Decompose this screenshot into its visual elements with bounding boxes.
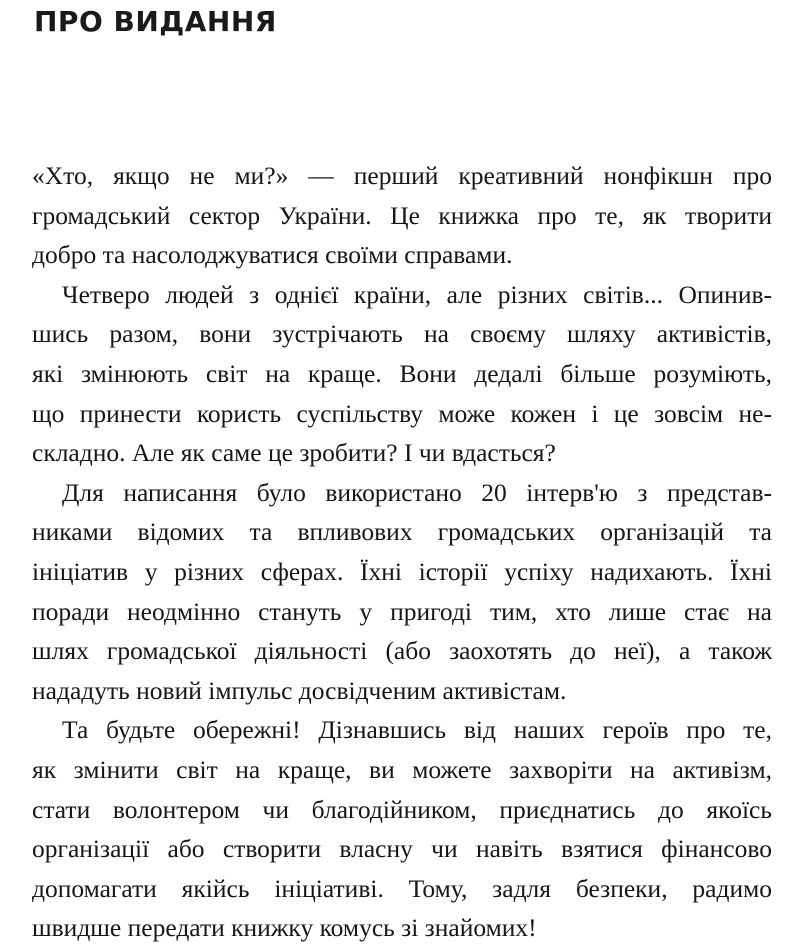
body-text <box>32 156 772 948</box>
text-line: організації або створити власну чи навіть взятися фінансово <box>32 834 772 864</box>
paragraph-2 <box>32 275 772 473</box>
text-line: швидше передати книжку комусь зі знайомих! <box>32 913 537 943</box>
text-line: шлях громадської діяльності (або заохотять до неї), а також <box>32 636 772 666</box>
text-line: шись разом, вони зустрічають на своєму шляху активістів, <box>32 319 772 349</box>
text-line: «Хто, якщо не ми?» — перший креативний нонфікшн про <box>32 161 772 190</box>
text-line: никами відомих та впливових громадських організацій та <box>32 517 772 547</box>
text-line: стати волонтером чи благодійником, приєднатись до якоїсь <box>32 794 772 824</box>
text-line: добро та насолоджуватися своїми справами. <box>32 240 513 270</box>
text-line: допомагати якійсь ініціативі. Тому, задля безпеки, радимо <box>32 873 772 903</box>
text-line: що принести користь суспільству може кожен і це зовсім не- <box>32 398 772 428</box>
text-line: ініціатив у різних сферах. Їхні історії успіху надихають. Їхні <box>32 556 772 586</box>
text-line: як змінити світ на краще, ви можете захворіти на активізм, <box>32 754 772 784</box>
text-line: складно. Але як саме це зробити? І чи вдасться? <box>32 438 556 468</box>
paragraph-4 <box>32 710 772 948</box>
text-line: нададуть новий імпульс досвідченим активістам. <box>32 675 567 705</box>
text-line: громадський сектор України. Це книжка про те, як творити <box>32 200 772 230</box>
page-title: ПРО ВИДАННЯ <box>34 5 277 38</box>
paragraph-1 <box>32 156 772 275</box>
text-line: Четверо людей з однієї країни, але різних світів... Опинив- <box>62 279 772 309</box>
text-line: поради неодмінно стануть у пригоді тим, хто лише стає на <box>32 596 772 626</box>
text-line: Для написання було використано 20 інтерв'ю з представ- <box>62 477 772 507</box>
text-line: які змінюють світ на краще. Вони дедалі більше розуміють, <box>32 358 772 388</box>
paragraph-3 <box>32 473 772 711</box>
text-line: Та будьте обережні! Дізнавшись від наших героїв про те, <box>62 715 772 745</box>
